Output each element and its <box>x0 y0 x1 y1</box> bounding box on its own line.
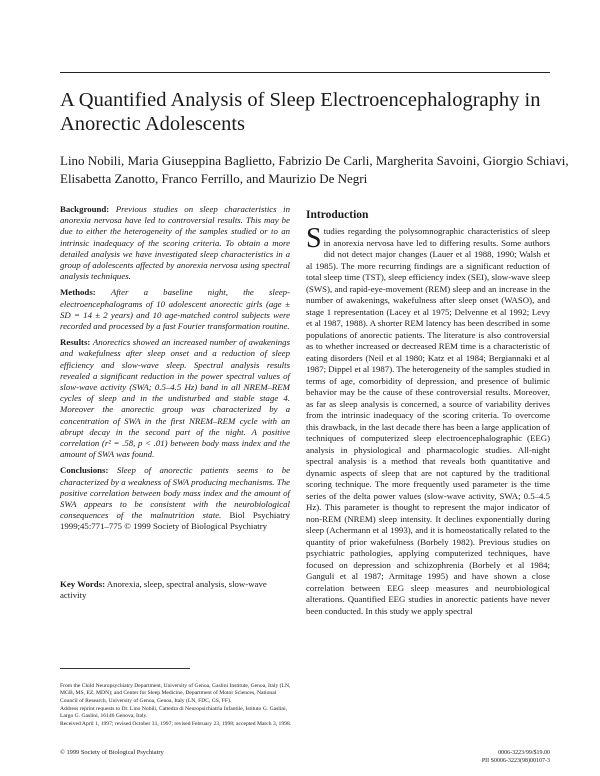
abstract-background <box>60 204 290 282</box>
pii-identifier: PII S0006-3223(98)00107-3 <box>481 758 550 764</box>
article-title: A Quantified Analysis of Sleep Electroencephalography in Anorectic Adolescents <box>60 89 541 135</box>
issn-block <box>440 749 550 765</box>
header-rule <box>60 72 550 73</box>
keywords <box>60 579 290 601</box>
methods-label: Methods: <box>60 287 96 298</box>
journal-citation: Biol Psychiatry 1999;45:771–775 © 1999 Society of Biological Psychiatry <box>60 510 290 532</box>
results-text: Anorectics showed an increased number of awakenings and wakefulness after sleep onset and a reduction of sleep efficiency and slow-wave sleep. Spectral analysis results revealed a significant reduction in the power spectral values of slow-wave activity (SWA; 0.5–4.5 Hz) band in all NREM–REM cycles of sleep and in the undisturbed and stable stage 4. Moreover the anorectic group was characterized by a concentration of SWA in the first NREM–REM cycle with an abrupt decay in the second part of the night. A positive correlation (r² = .58, p < .01) between body mass index and the amount of SWA was found. <box>60 337 290 460</box>
keywords-label: Key Words: <box>60 579 106 589</box>
background-text: Previous studies on sleep characteristics in anorexia nervosa have led to controversial results. This may be due to either the heterogeneity of the samples studied or to an intrinsic inadequacy of the scoring criteria. To obtain a more detailed analysis we have investigated sleep characteristics in a group of adolescents affected by anorexia nervosa using spectral analysis techniques. <box>60 204 291 282</box>
conclusions-label: Conclusions: <box>60 465 109 476</box>
footnote-reprint-address: Address reprint requests to Dr. Lino Nobili, Cattedra di Neuropsichiatria Infantile, Istituto G. Gaslini, Largo G. Gaslini, 16146 Genova, Italy. <box>60 705 288 720</box>
background-label: Background: <box>60 204 110 214</box>
introduction-paragraph <box>306 223 550 617</box>
abstract-conclusions <box>60 465 290 532</box>
copyright-line: © 1999 Society of Biological Psychiatry <box>60 749 164 756</box>
results-label: Results: <box>60 337 91 348</box>
keywords-text: Anorexia, sleep, spectral analysis, slow-wave activity <box>60 579 267 601</box>
abstract <box>60 204 290 538</box>
introduction-body <box>306 223 550 617</box>
abstract-methods <box>60 287 290 332</box>
footnotes <box>60 683 295 730</box>
drop-cap: S <box>306 223 322 254</box>
conclusions-text: Sleep of anorectic patients seems to be characterized by a weakness of SWA producing mechanisms. The positive correlation between body mass index and the amount of SWA appears to be consistent with the neurobiological consequences of the malnutrition state. <box>60 465 290 521</box>
footnote-received-dates: Received April 1, 1997; revised October 31, 1997; revised February 23, 1998; accepted March 3, 1998. <box>60 721 292 728</box>
introduction-text: tudies regarding the polysomnographic characteristics of sleep in anorexia nervosa have led to differing results. Some authors did not detect major changes (Lauer et al 1988, 1990; Walsh et al 1985). The more recurring findings are a significant reduction of total sleep time (TST), sleep efficiency index (SEI), slow-wave sleep (SWS), and rapid-eye-movement (REM) sleep and an increase in the number of awakenings, wakefulness after sleep onset (WASO), and stage 1 representation (Lacey et al 1975; Delvenne et al 1992; Levy et al 1987, 1988). A shorter REM latency has been described in some populations of anorectic patients. The literature is also controversial as to whether increased or decreased REM time is a characteristic of eating disorders (Neil et al 1980; Katz et al 1984; Bergiannaki et al 1987; Dippel et al 1987). The heterogeneity of the samples studied in terms of age, comorbidity of depression, and presence of bulimic behavior may be the cause of these controversial results. Moreover, as far as sleep analysis is concerned, a source of variability derives from the intrinsic inadequacy of the scoring criteria. To overcome this drawback, in the last decade there has been a large application of techniques of computerized sleep electroencephalographic (EEG) analysis in physiological and pharmacologic studies. All-night spectral analysis is a method that reveals both quantitative and dynamic aspects of sleep that are not captured by the traditional scoring technique. The more frequently used parameter is the time series of the delta power values (slow-wave activity, SWA; 0.5–4.5 Hz). This parameter is thought to represent the major indicator of non-REM (NREM) sleep intensity. It declines exponentially during sleep (Achermann et al 1993), and it is homeostatically related to the quantity of prior wakefulness (Borbely 1982). Previous studies on psychiatric pathologies, applying computerized techniques, have focused on depression and schizophrenia (Borbely et al 1984; Ganguli et al 1987; Armitage 1995) and have shown a close correlation between EEG sleep measures and neurobiological alterations. Quantified EEG studies in anorectic patients have never been conducted. In this study we apply spectral <box>306 226 550 616</box>
methods-text: After a baseline night, the sleep-electroencephalograms of 10 adolescent anorectic girls (age ± SD = 14 ± 2 years) and 10 age-matched control subjects were recorded and processed by a fast Fourier transformation routine. <box>60 287 290 332</box>
footnote-affiliation: From the Child Neuropsychiatry Department, University of Genoa, Gaslini Institute, Genoa, Italy (LN, MGB, MS, EZ, MDN); and Center for Sleep Medicine, Department of Motor Sciences, National Council of Research, University of Genoa, Genoa, Italy (LN, FDC, GS, FF). <box>60 683 291 704</box>
introduction-heading: Introduction <box>306 209 369 221</box>
abstract-results <box>60 337 290 460</box>
author-list: Lino Nobili, Maria Giuseppina Baglietto, Fabrizio De Carli, Margherita Savoini, Giorgio Schiavi, Elisabetta Zanotto, Franco Ferrillo, and Maurizio De Negri <box>60 153 569 186</box>
issn-price: 0006-3223/99/$19.00 <box>498 750 550 756</box>
footnote-rule <box>60 668 190 669</box>
